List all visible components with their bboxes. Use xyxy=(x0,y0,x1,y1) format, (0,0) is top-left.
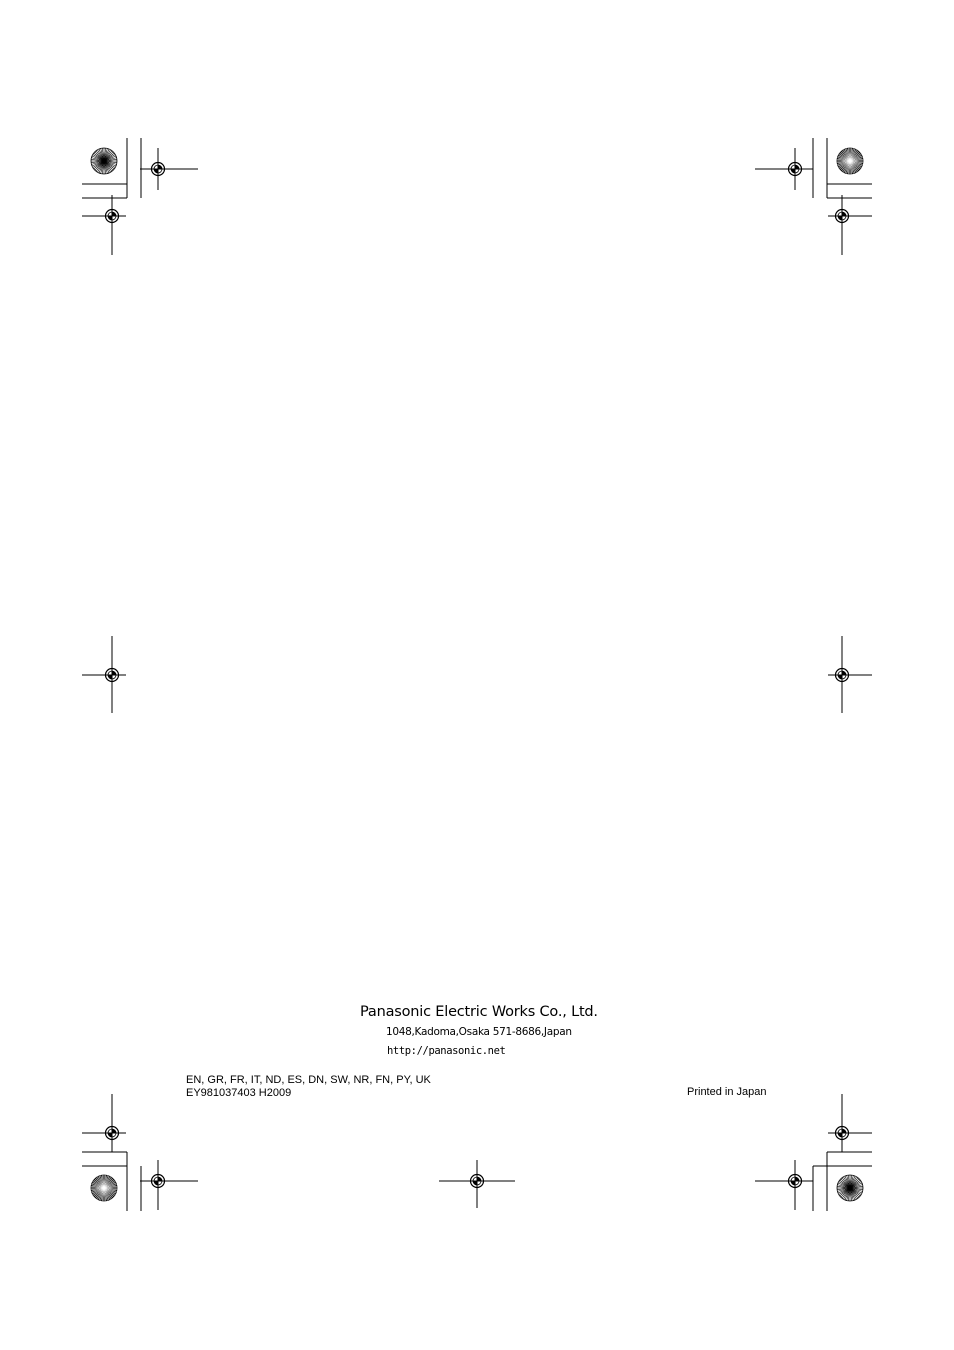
company-name: Panasonic Electric Works Co., Ltd. xyxy=(360,1004,598,1020)
printed-in-label: Printed in Japan xyxy=(687,1086,767,1098)
company-website: http://panasonic.net xyxy=(387,1045,506,1057)
starburst-target-icon xyxy=(837,1175,863,1201)
company-address: 1048,Kadoma,Osaka 571-8686,Japan xyxy=(386,1026,572,1038)
starburst-target-icon xyxy=(91,1175,117,1201)
document-code: EY981037403 H2009 xyxy=(186,1087,292,1099)
starburst-target-icon xyxy=(837,148,863,174)
language-codes: EN, GR, FR, IT, ND, ES, DN, SW, NR, FN, PY, UK xyxy=(186,1074,431,1086)
starburst-target-icon xyxy=(91,148,117,174)
